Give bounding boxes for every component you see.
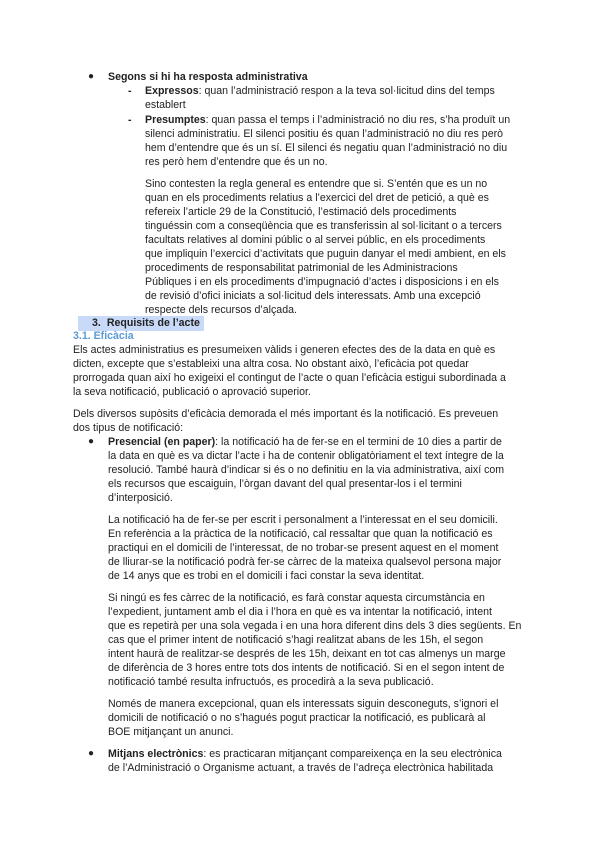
text: : quan l’administració respon a la teva sol·licitud dins del temps — [198, 85, 495, 97]
line: la data en què es va dictar l’acte i ha de contenir obligatòriament el text íntegre de la — [108, 450, 504, 462]
term: Expressos — [145, 85, 199, 97]
item-presumptes — [145, 113, 510, 128]
line: Si ningú es fes càrrec de la notificació, es farà constar aquesta circumstància en — [108, 592, 485, 604]
term: Presencial (en paper) — [108, 436, 216, 448]
item-presencial — [108, 435, 502, 450]
line: domicili de notificació o no s’hagués pogut practicar la notificació, es publicarà al — [108, 712, 486, 724]
line: que impliquin l’exercici d’activitats que puguin danyar el medi ambient, en els — [145, 248, 506, 260]
line: facultats relatives al domini públic o al servei públic, en els procediments — [145, 234, 486, 246]
bullet-title: Segons si hi ha resposta administrativa — [108, 71, 308, 83]
line: refereix l’article 29 de la Constitució, l’estimació dels procediments — [145, 206, 457, 218]
line: d’interposició. — [108, 492, 173, 504]
line: Només de manera excepcional, quan els interessats siguin desconeguts, s’ignori el — [108, 698, 499, 710]
line: Sino contesten la regla general es entendre que si. S’entén que es un no — [145, 178, 488, 190]
line: BOE mitjançant un anunci. — [108, 726, 234, 738]
line: res però hem d’entendre que és un no. — [145, 156, 328, 168]
dash-icon: - — [128, 85, 132, 97]
line: Dels diversos supòsits d’eficàcia demorada el més important és la notificació. Es preveuen — [73, 408, 499, 420]
line: de l’Administració o Organisme actuant, a través de l’adreça electrònica habilitada — [108, 762, 494, 774]
line: Públiques i en els procediments d’impugnació d’actes i disposicions i en els — [145, 276, 499, 288]
line: silenci administratiu. El silenci positiu és quan l’administració no diu res però — [145, 128, 504, 140]
line: hem d’entendre que és un sí. El silenci és negatiu quan l’administració no diu — [145, 142, 508, 154]
item-expressos — [145, 84, 495, 99]
line: En referència a la pràctica de la notificació, cal ressaltar que quan la notificació es — [108, 528, 493, 540]
bullet-icon: ● — [88, 436, 95, 447]
text: : quan passa el temps i l’administració no diu res, s’ha produït un — [205, 114, 511, 126]
line: la seva notificació, publicació o aprovació superior. — [73, 386, 311, 398]
line: respecte dels recursos d’alçada. — [145, 304, 297, 316]
line: de lliurar-se la notificació podrà fer-se càrrec de la mateixa qualsevol persona major — [108, 556, 502, 568]
line: resolució. També haurà d’indicar si és o no definitiu en la via administrativa, així com — [108, 464, 505, 476]
heading-number: 3. — [92, 317, 101, 329]
line: de 14 anys que es trobi en el domicili i faci constar la seva identitat. — [108, 570, 425, 582]
line: dicten, excepte que s’estableixi una altra cosa. No obstant això, l’eficàcia pot quedar — [73, 358, 469, 370]
line: La notificació ha de fer-se per escrit i personalment a l’interessat en el seu domicili. — [108, 514, 498, 526]
line: quan en els procediments relatius a l’exercici del dret de petició, a què es — [145, 192, 489, 204]
line: de revisió d’ofici iniciats a sol·licitud dels interessats. Amb una excepció — [145, 290, 481, 302]
item-electronics — [108, 747, 502, 762]
line: procediments de responsabilitat patrimonial de les Administracions — [145, 262, 458, 274]
bullet-icon: ● — [88, 748, 95, 759]
line: cas que el primer intent de notificació s’hagi realitzat abans de les 15h, el segon — [108, 634, 484, 646]
text: : la notificació ha de fer-se en el termini de 10 dies a partir de — [215, 436, 502, 448]
line: prorrogada quan així ho exigeixi el contingut de l’acte o quan l’eficàcia estigui subordinada a — [73, 372, 506, 384]
line: Els actes administratius es presumeixen vàlids i generen efectes des de la data en què es — [73, 344, 496, 356]
line: dos tipus de notificació: — [73, 422, 184, 434]
line: practiqui en el domicili de l’interessat, de no trobar-se present aquest en el moment — [108, 542, 499, 554]
term: Presumptes — [145, 114, 206, 126]
line: tinguéssin com a conseqüència que es transferissin al sol·licitant o a tercers — [145, 220, 502, 232]
bullet-icon: ● — [88, 71, 95, 82]
line: els recursos que escaiguin, l’òrgan davant del qual presentar-los i el termini — [108, 478, 462, 490]
line: intent haurà de realitzar-se després de les 15h, deixant en tot cas almenys un marge — [108, 648, 506, 660]
dash-icon: - — [128, 114, 132, 126]
subsection-heading: 3.1. Eficàcia — [73, 330, 134, 342]
line: l’expedient, juntament amb el dia i l’hora en què es va intentar la notificació, intent — [108, 606, 492, 618]
line: de diferència de 3 hores entre tots dos intents de notificació. Si en el segon intent de — [108, 662, 505, 674]
text: : es practicaran mitjançant compareixença en la seu electrònica — [203, 748, 502, 760]
line: notificació també resulta infructuós, es procedirà a la seva publicació. — [108, 676, 434, 688]
heading-title: Requisits de l’acte — [106, 317, 200, 329]
term: Mitjans electrònics — [108, 748, 204, 760]
line: que es repetirà per una sola vegada i en una hora diferent dins dels 3 dies següents. En — [108, 620, 522, 632]
item-expressos-cont: establert — [145, 99, 186, 111]
